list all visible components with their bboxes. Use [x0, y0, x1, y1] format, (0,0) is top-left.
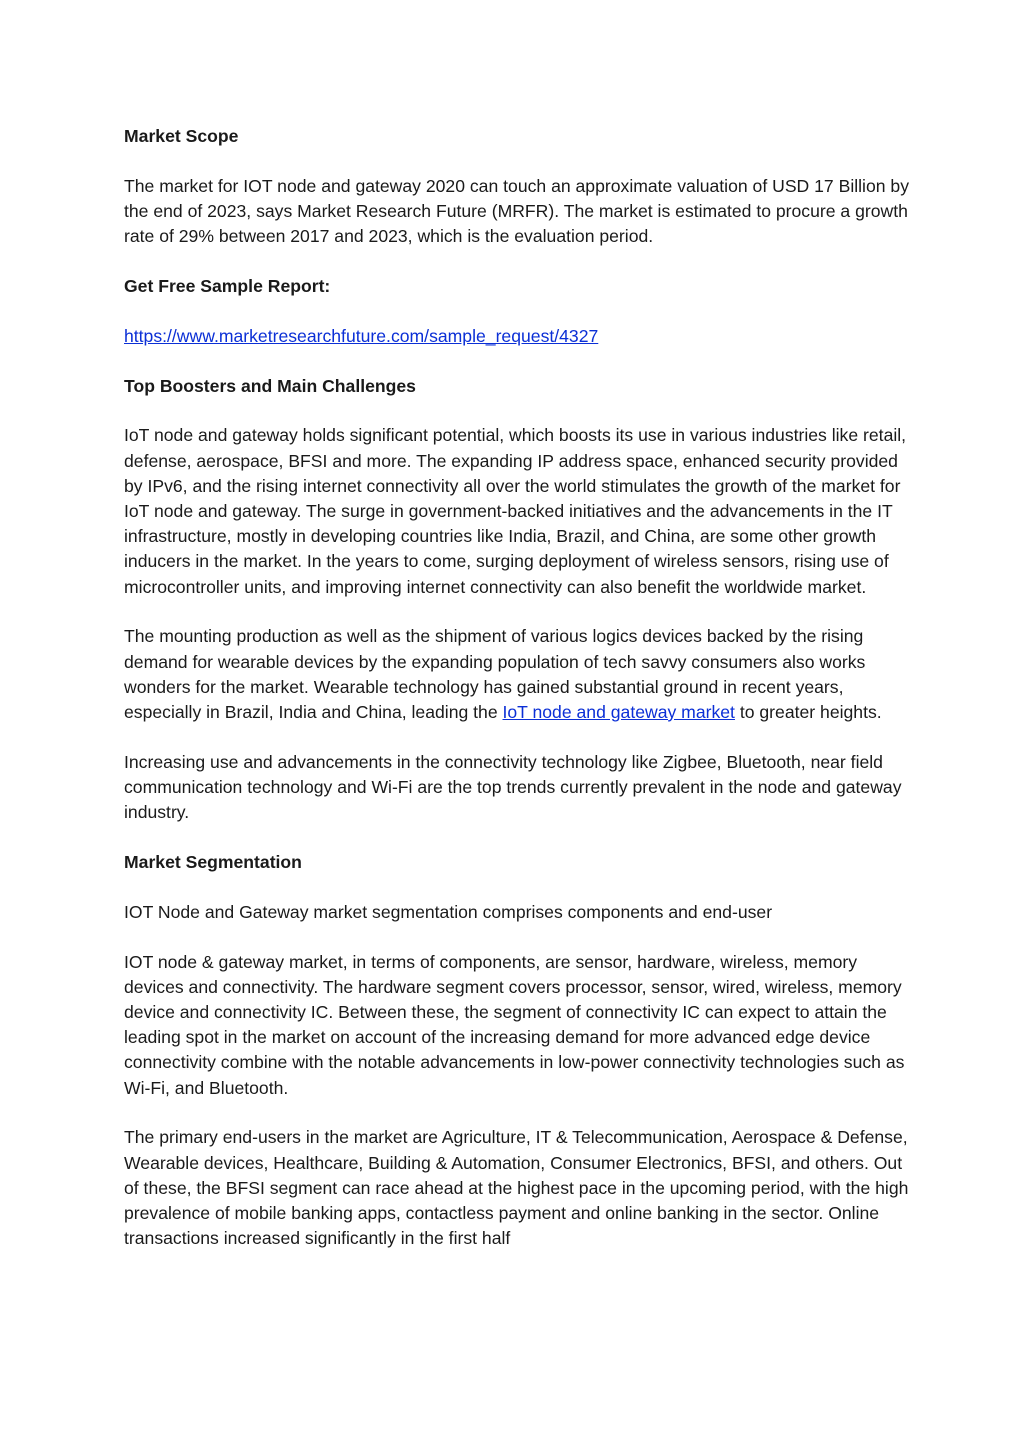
- paragraph-boosters-2-tail: to greater heights.: [734, 702, 882, 723]
- sample-request-link[interactable]: https://www.marketresearchfuture.com/sample_request/4327: [124, 325, 599, 346]
- paragraph-boosters-2: [124, 624, 909, 725]
- heading-boosters: Top Boosters and Main Challenges: [124, 375, 416, 396]
- iot-market-link[interactable]: IoT node and gateway market: [502, 702, 735, 723]
- paragraph-segmentation-1: IOT Node and Gateway market segmentation comprises components and end-user: [124, 901, 773, 922]
- paragraph-boosters-3: Increasing use and advancements in the connectivity technology like Zigbee, Bluetooth, near field communication technology and Wi-Fi are the top trends currently prevalent in the node and gateway industry.: [124, 751, 902, 823]
- heading-market-scope: Market Scope: [124, 126, 239, 146]
- paragraph-market-scope: The market for IOT node and gateway 2020 can touch an approximate valuation of USD 17 Billion by the end of 2023, says Market Research Future (MRFR). The market is estimated to procure a growth rate of 29% between 2017 and 2023, which is the evaluation period.: [124, 175, 910, 247]
- paragraph-segmentation-3: The primary end-users in the market are Agriculture, IT & Telecommunication, Aerospace & Defense, Wearable devices, Healthcare, Building & Automation, Consumer Electronics, BFSI, and others. Out of these, the BFSI segment can race ahead at the highest pace in the upcoming period, with the high prevalence of mobile banking apps, contactless payment and online banking in the sector. Online transactions increased significantly in the first half: [124, 1127, 909, 1249]
- document-body: [124, 124, 909, 1276]
- heading-segmentation: Market Segmentation: [124, 852, 302, 873]
- paragraph-sample-link: [124, 324, 909, 349]
- paragraph-segmentation-2: IOT node & gateway market, in terms of components, are sensor, hardware, wireless, memory devices and connectivity. The hardware segment covers processor, sensor, wired, wireless, memory device and connectivity IC. Between these, the segment of connectivity IC can expect to attain the leading spot in the market on account of the increasing demand for more advanced edge device connectivity combine with the notable advancements in low-power connectivity technologies such as Wi-Fi, and Bluetooth.: [124, 951, 905, 1098]
- paragraph-boosters-2-text: The mounting production as well as the shipment of various logics devices backed by the rising demand for wearable devices by the expanding population of tech savvy consumers also works wonders for the market. Wearable technology has gained substantial ground in recent years, especially in Brazil, India and China, leading the: [124, 626, 866, 723]
- heading-sample-report: Get Free Sample Report:: [124, 276, 331, 296]
- paragraph-boosters-1: IoT node and gateway holds significant potential, which boosts its use in various industries like retail, defense, aerospace, BFSI and more. The expanding IP address space, enhanced security provided by IPv6, and the rising internet connectivity all over the world stimulates the growth of the market for IoT node and gateway. The surge in government-backed initiatives and the advancements in the IT infrastructure, mostly in developing countries like India, Brazil, and China, are some other growth inducers in the market. In the years to come, surging deployment of wireless sensors, rising use of microcontroller units, and improving internet connectivity can also benefit the worldwide market.: [124, 425, 907, 597]
